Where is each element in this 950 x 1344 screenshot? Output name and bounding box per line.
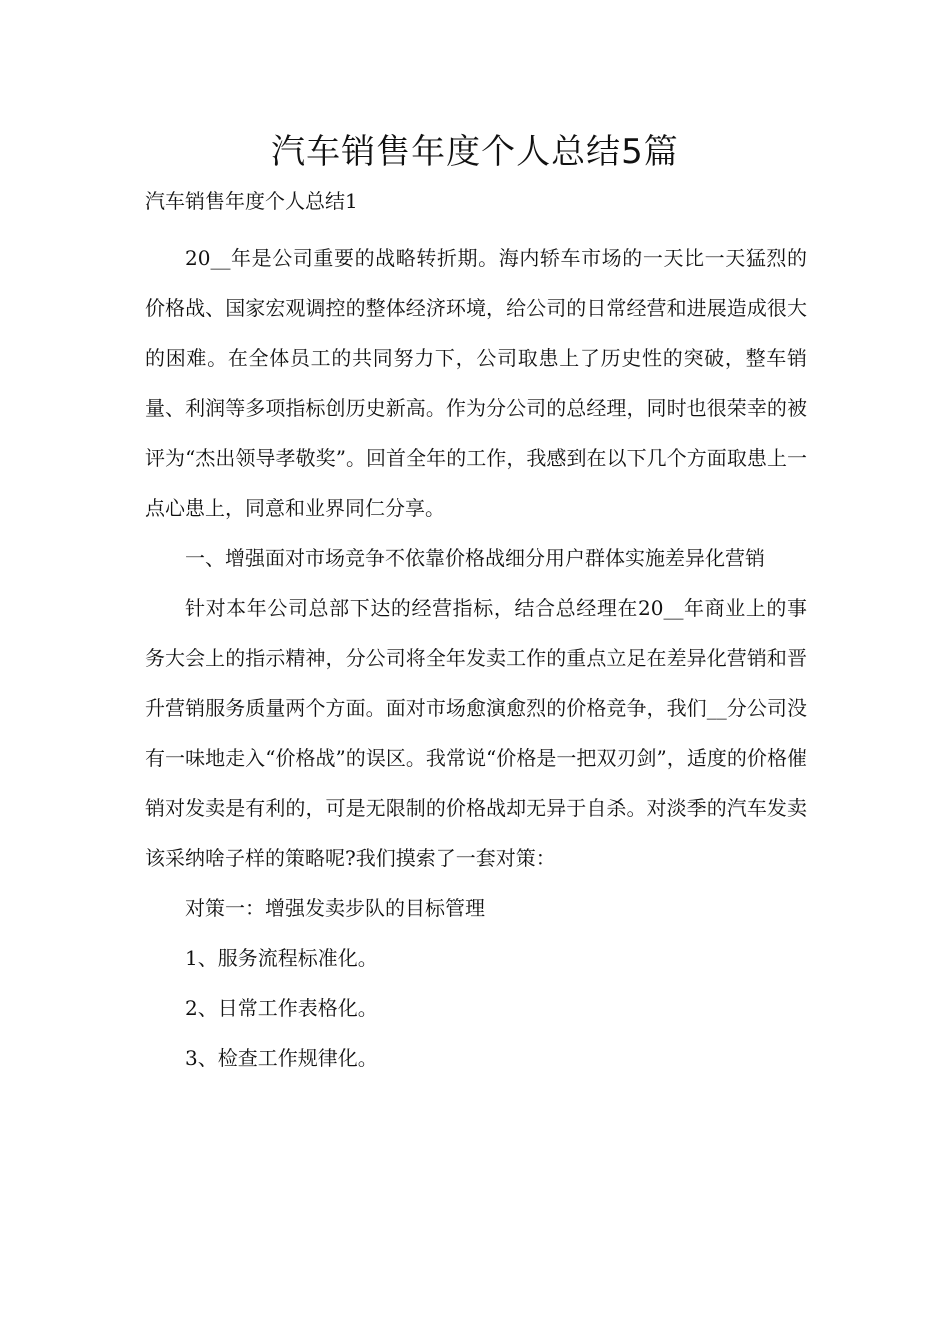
paragraph-countermeasure: 对策一：增强发卖步队的目标管理 — [185, 896, 485, 920]
document-title: 汽车销售年度个人总结5篇 — [271, 132, 679, 172]
list-item: 3、检查工作规律化。 — [185, 1046, 378, 1070]
list-item: 2、日常工作表格化。 — [185, 996, 378, 1020]
paragraph-strategy: 针对本年公司总部下达的经营指标，结合总经理在20__年商业上的事务大会上的指示精神，分公司将全年发卖工作的重点立足在差异化营销和晋升营销服务质量两个方面。面对市场愈演愈烈的价格竞争，我们__分公司没有一味地走入“价格战”的误区。我常说“价格是一把双刃剑”，适度的价格催销对发卖是有利的，可是无限制的价格战却无异于自杀。对淡季的汽车发卖该采纳啥子样的策略呢?我们摸索了一套对策： — [145, 596, 807, 870]
paragraph-intro: 20__年是公司重要的战略转折期。海内轿车市场的一天比一天猛烈的价格战、国家宏观调控的整体经济环境，给公司的日常经营和进展造成很大的困难。在全体员工的共同努力下，公司取患上了历史性的突破，整车销量、利润等多项指标创历史新高。作为分公司的总经理，同时也很荣幸的被评为“杰出领导孝敬奖”。回首全年的工作，我感到在以下几个方面取患上一点心患上，同意和业界同仁分享。 — [145, 246, 807, 520]
document-body — [145, 233, 807, 1083]
section-heading: 汽车销售年度个人总结1 — [145, 189, 358, 213]
list-item: 1、服务流程标准化。 — [185, 946, 378, 970]
paragraph-heading-one: 一、增强面对市场竞争不依靠价格战细分用户群体实施差异化营销 — [185, 546, 765, 570]
